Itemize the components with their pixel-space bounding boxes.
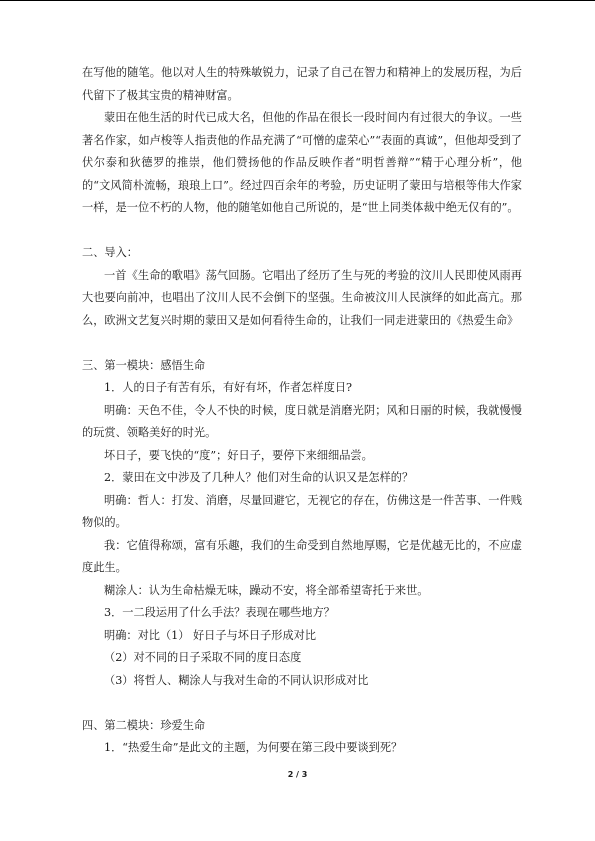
section-heading-module1: 三、第一模块：感悟生命: [82, 358, 206, 372]
intro-paragraph-1: 在写他的随笔。他以对人生的特殊敏锐力，记录了自己在智力和精神上的发展历程，为后代留下了极其宝贵的精神财富。: [82, 66, 522, 102]
answer-1: 明确：天色不佳，令人不快的时候，度日就是消磨光阴；风和日丽的时候，我就慢慢的玩赏、领略美好的时光。: [82, 403, 522, 439]
section-heading-intro: 二、导入：: [82, 246, 138, 259]
intro-paragraph-2: 蒙田在他生活的时代已成大名，但他的作品在很长一段时间内有过很大的争议。一些著名作家，如卢梭等人指责他的作品充满了“可憎的虚荣心”“表面的真诚”，但他却受到了伏尔泰和狄德罗的推崇，他们赞扬他的作品反映作者“明哲善辩”“精于心理分析”，他的“文风简朴流畅，琅琅上口”。经过四百余年的考验，历史证明了蒙田与培根等伟大作家一样，是一位不朽的人物，他的随笔如他自己所说的，是“世上同类体裁中绝无仅有的”。: [82, 111, 522, 214]
module2-question-1: 1．“热爱生命”是此文的主题，为何要在第三段中要谈到死？: [104, 741, 403, 754]
page-number: 2 / 3: [287, 770, 308, 779]
question-3: 3．一二段运用了什么手法？表现在哪些地方？: [104, 606, 335, 619]
spacer: [82, 220, 522, 243]
answer-2-philosopher: 明确：哲人：打发、消磨，尽量回避它，无视它的存在，仿佛这是一件苦事、一件贱物似的。: [82, 493, 522, 529]
spacer: [82, 692, 522, 715]
answer-2-confused: 糊涂人：认为生命枯燥无味，躁动不安，将全部希望寄托于来世。: [104, 583, 429, 597]
question-2: 2．蒙田在文中涉及了几种人？他们对生命的认识又是怎样的？: [104, 471, 414, 484]
document-body: [82, 62, 522, 760]
section-intro-body: 一首《生命的歌唱》荡气回肠。它唱出了经历了生与死的考验的汶川人民即使风雨再大也要向前冲，也唱出了汶川人民不会倒下的坚强。生命被汶川人民演绎的如此高亢。那么，欧洲文艺复兴时期的蒙田又是如何看待生命的，让我们一同走进蒙田的《热爱生命》: [82, 268, 522, 327]
answer-3-3: （3）将哲人、糊涂人与我对生命的不同认识形成对比: [104, 673, 369, 687]
question-1: 1．人的日子有苦有乐，有好有坏，作者怎样度日?: [104, 381, 353, 394]
answer-1-summary: 坏日子，要飞快的“度”；好日子，要停下来细细品尝。: [104, 448, 373, 462]
section-heading-module2: 四、第二模块：珍爱生命: [82, 718, 206, 732]
answer-3-2: （2）对不同的日子采取不同的度日态度: [104, 651, 302, 664]
answer-2-me: 我：它值得称颂，富有乐趣，我们的生命受到自然地厚赐，它是优越无比的，不应虚度此生。: [82, 538, 522, 574]
answer-3-1: 明确：对比（1） 好日子与坏日子形成对比: [104, 628, 317, 642]
spacer: [82, 332, 522, 355]
page-top-rule: [0, 0, 595, 3]
